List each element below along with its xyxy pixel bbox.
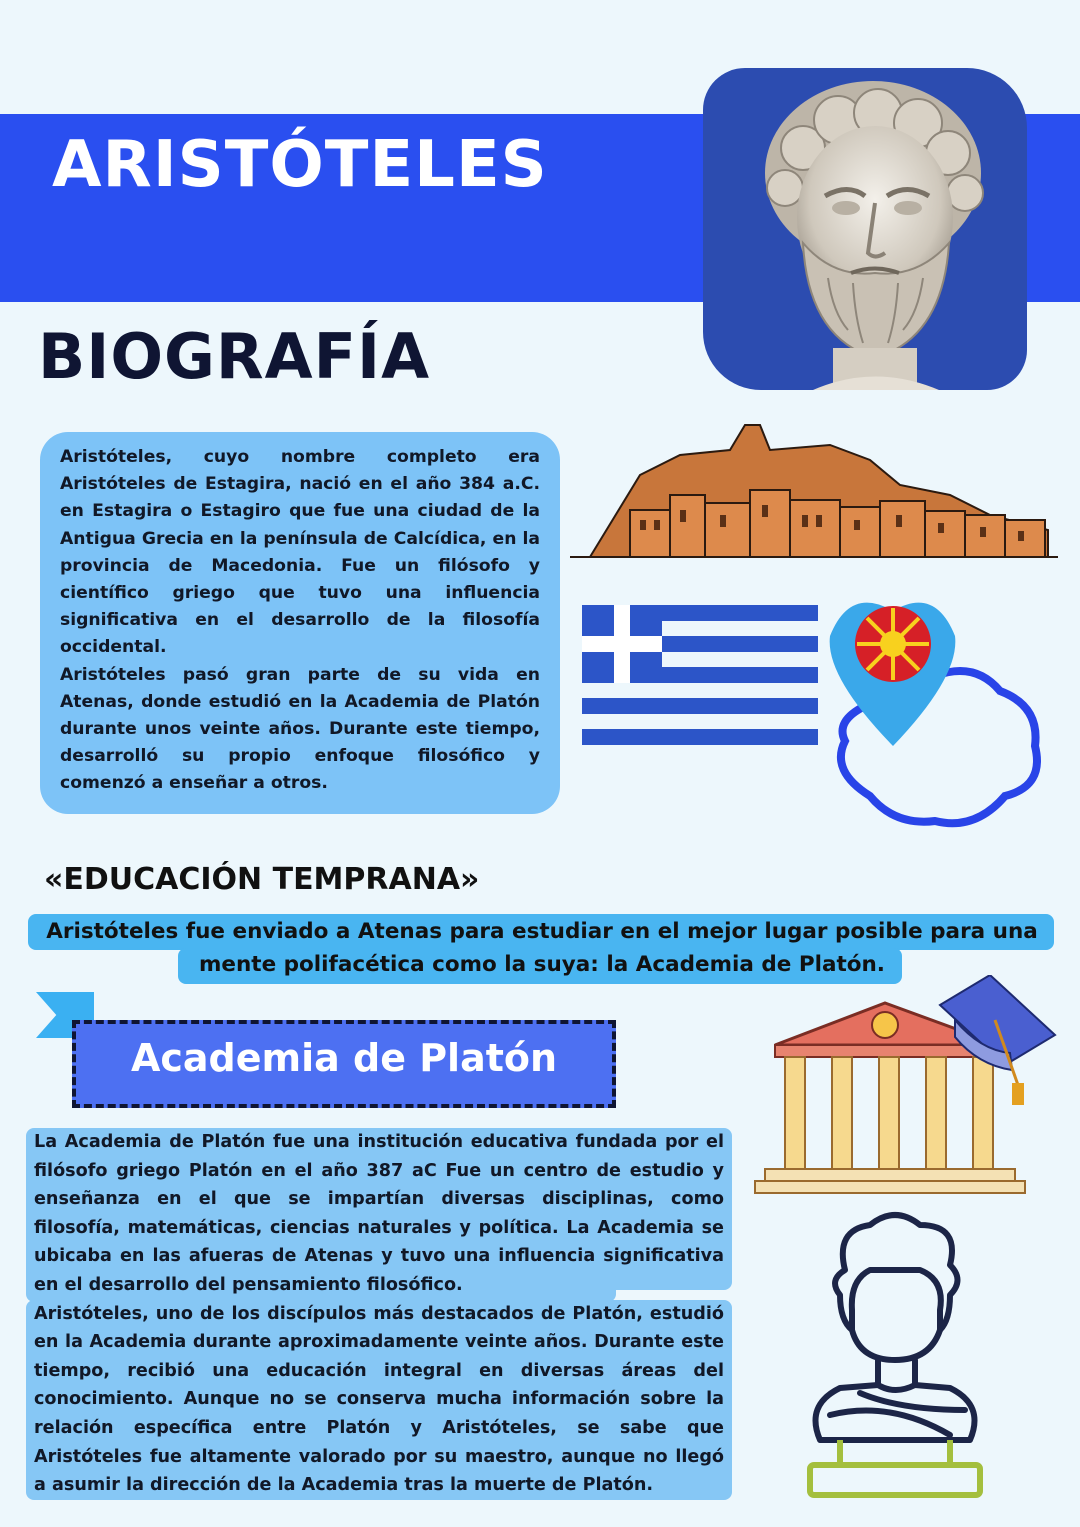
bust-portrait-icon xyxy=(703,68,1027,390)
macedonia-map-icon xyxy=(825,596,1055,836)
education-text xyxy=(32,915,1052,981)
education-line-1: Aristóteles fue enviado a Atenas para estudiar en el mejor lugar posible para una xyxy=(46,919,1038,944)
page-title: ARISTÓTELES xyxy=(52,128,548,202)
academy-paragraph-2: Aristóteles, uno de los discípulos más destacados de Platón, estudió en la Academia durante aproximadamente veinte años. Durante este tiempo, recibió una educación integral en diversas áreas del conocimiento. Aunque no se conserva mucha información sobre la relación específica entre Platón y Aristóteles, se sabe que Aristóteles fue altamente valorado por su maestro, aunque no llegó a asumir la dirección de la Academia tras la muerte de Platón. xyxy=(34,1303,724,1496)
academy-paragraph-1: La Academia de Platón fue una institución educativa fundada por el filósofo griego Platón en el año 387 aC Fue un centro de estudio y enseñanza en el que se impartían diversas disciplinas, como filosofía, matemáticas, ciencias naturales y política. La Academia se ubicaba en las afueras de Atenas y tuvo una influencia significativa en el desarrollo del pensamiento filosófico. xyxy=(34,1132,724,1295)
academy-title: Academia de Platón xyxy=(130,1036,558,1080)
greek-flag-icon xyxy=(582,605,818,745)
biography-card xyxy=(40,432,560,814)
education-heading: «EDUCACIÓN TEMPRANA» xyxy=(44,862,480,897)
bust-outline-icon xyxy=(800,1210,990,1500)
biography-paragraph-1: Aristóteles, cuyo nombre completo era Aristóteles de Estagira, nació en el año 384 a.C. en Estagira o Estagiro que fue una ciudad de la Antigua Grecia en la península de Calcídica, en la provincia de Macedonia. Fue un filósofo y científico griego que tuvo una influencia significativa en el desarrollo de la filosofía occidental. xyxy=(60,447,540,658)
ancient-city-icon xyxy=(570,415,1060,565)
biography-heading: BIOGRAFÍA xyxy=(38,320,431,393)
biography-paragraph-2: Aristóteles pasó gran parte de su vida en Atenas, donde estudió en la Academia de Platón durante unos veinte años. Durante este tiempo, desarrolló su propio enfoque filosófico y comenzó a enseñar a otros. xyxy=(60,664,540,794)
aristotle-portrait xyxy=(703,68,1027,390)
academy-building-icon xyxy=(750,975,1060,1205)
education-line-2: mente polifacética como la suya: la Academia de Platón. xyxy=(199,952,885,977)
academy-text xyxy=(34,1128,724,1500)
